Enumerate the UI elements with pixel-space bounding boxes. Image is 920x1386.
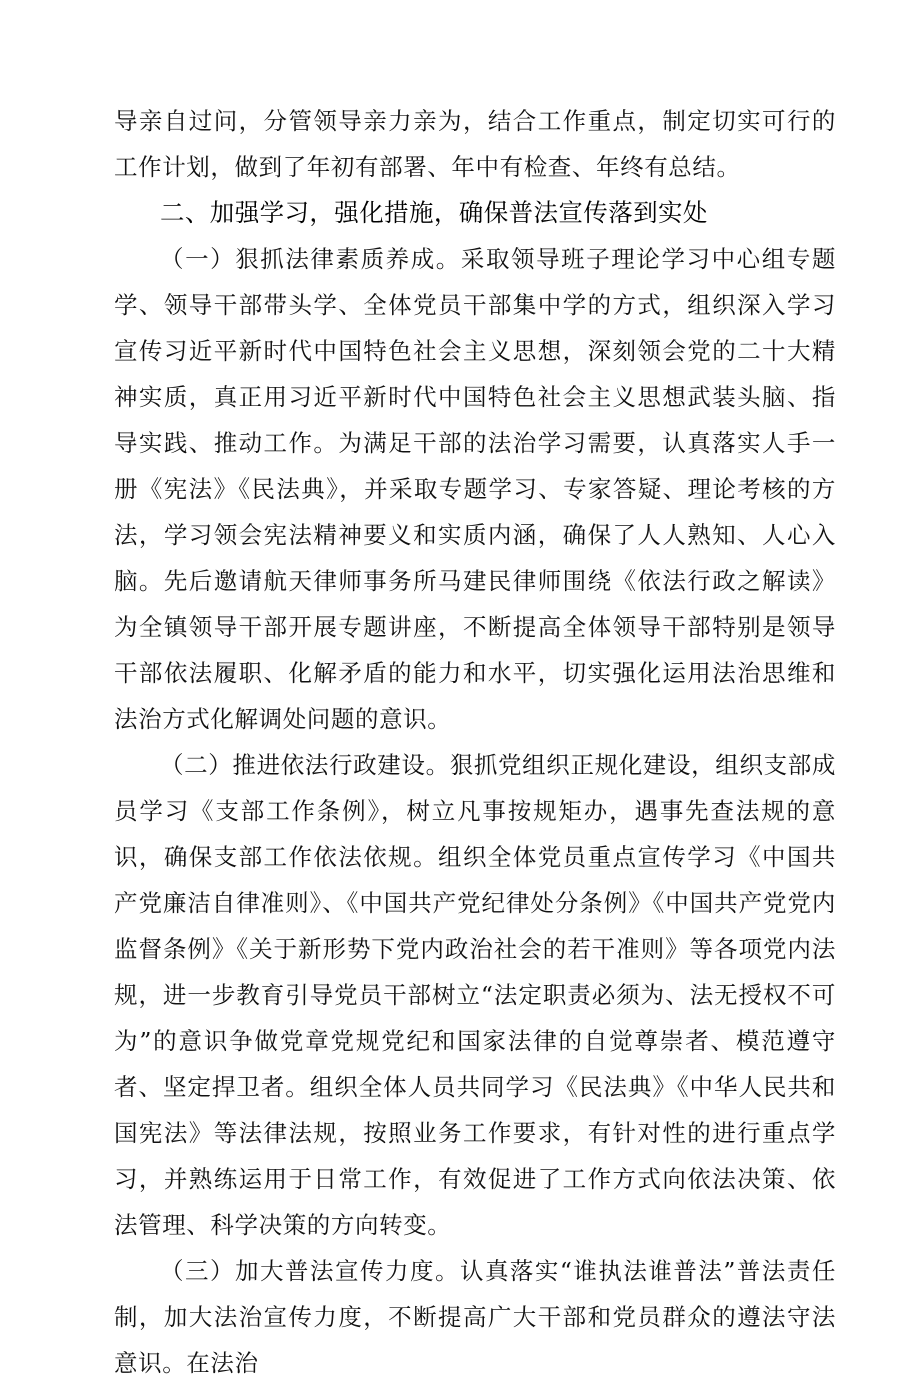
section-heading: 二、加强学习，强化措施，确保普法宣传落到实处 (160, 198, 708, 227)
paragraph-continuation: 导亲自过问，分管领导亲力亲为，结合工作重点，制定切实可行的工作计划，做到了年初有部署、年中有检查、年终有总结。 (114, 107, 836, 181)
paragraph-law-based-administration: （二）推进依法行政建设。狠抓党组织正规化建设，组织支部成员学习《支部工作条例》，树立凡事按规矩办，遇事先查法规的意识，确保支部工作依法依规。组织全体党员重点宣传学习《中国共产党廉洁自律准则》、《中国共产党纪律处分条例》《中国共产党党内监督条例》《关于新形势下党内政治社会的若干准则》等各项党内法规，进一步教育引导党员干部树立“法定职责必须为、法无授权不可为”的意识争做党章党规党纪和国家法律的自觉尊崇者、模范遵守者、坚定捍卫者。组织全体人员共同学习《民法典》《中华人民共和国宪法》等法律法规，按照业务工作要求，有针对性的进行重点学习，并熟练运用于日常工作，有效促进了工作方式向依法决策、依法管理、科学决策的方向转变。 (114, 751, 836, 1239)
paragraph-legal-literacy: （一）狠抓法律素质养成。采取领导班子理论学习中心组专题学、领导干部带头学、全体党员干部集中学的方式，组织深入学习宣传习近平新时代中国特色社会主义思想，深刻领会党的二十大精神实质，真正用习近平新时代中国特色社会主义思想武装头脑、指导实践、推动工作。为满足干部的法治学习需要，认真落实人手一册《宪法》《民法典》，并采取专题学习、专家答疑、理论考核的方法，学习领会宪法精神要义和实质内涵，确保了人人熟知、人心入脑。先后邀请航天律师事务所马建民律师围绕《依法行政之解读》为全镇领导干部开展专题讲座，不断提高全体领导干部特别是领导干部依法履职、化解矛盾的能力和水平，切实强化运用法治思维和法治方式化解调处问题的意识。 (114, 245, 836, 733)
document-body (114, 98, 836, 1386)
paragraph-legal-publicity: （三）加大普法宣传力度。认真落实“谁执法谁普法”普法责任制，加大法治宣传力度，不断提高广大干部和党员群众的遵法守法意识。在法治 (114, 1257, 836, 1377)
